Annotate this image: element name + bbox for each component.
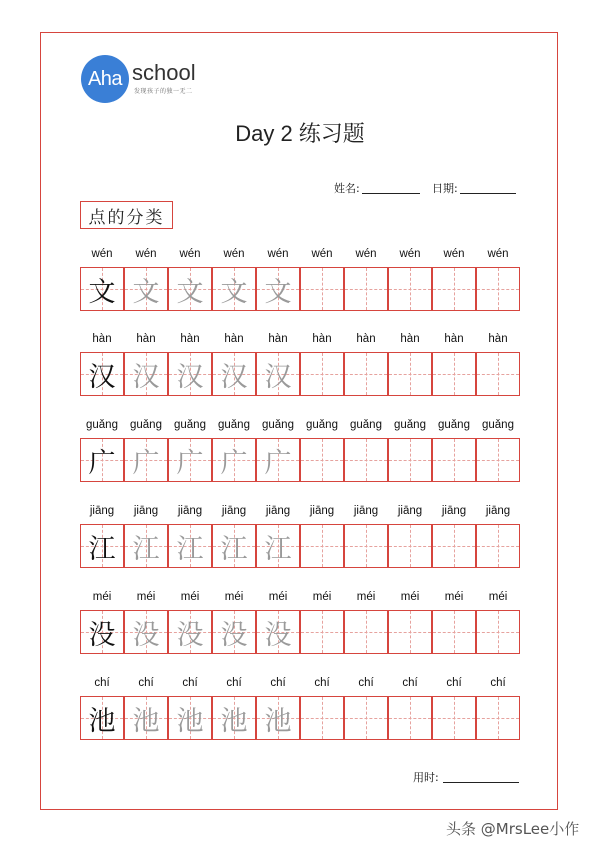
guide-line-vertical: [498, 268, 499, 310]
blank-writing-cell: [476, 438, 520, 482]
pinyin-label: guǎng: [350, 419, 382, 431]
pinyin-label: guǎng: [306, 419, 338, 431]
pinyin-label: guǎng: [438, 419, 470, 431]
guide-line-vertical: [322, 697, 323, 739]
blank-writing-cell: [476, 524, 520, 568]
pinyin-label: jiāng: [353, 505, 379, 517]
blank-writing-cell: [388, 352, 432, 396]
pinyin-label: jiāng: [133, 505, 159, 517]
character-cell: [124, 524, 168, 568]
blank-writing-cell: [344, 524, 388, 568]
name-blank-line: [362, 193, 420, 194]
pinyin-label: wén: [487, 248, 509, 260]
pinyin-label: chí: [138, 677, 154, 689]
pinyin-label: jiāng: [221, 505, 247, 517]
pinyin-label: hàn: [224, 333, 244, 345]
blank-writing-cell: [300, 610, 344, 654]
character-cell: [124, 438, 168, 482]
pinyin-label: jiāng: [89, 505, 115, 517]
pinyin-label: wén: [91, 248, 113, 260]
pinyin-label: hàn: [92, 333, 112, 345]
pinyin-label: jiāng: [441, 505, 467, 517]
character-cell: [212, 524, 256, 568]
date-field: [432, 180, 516, 196]
model-character: 没: [88, 619, 116, 651]
trace-character: 江: [220, 533, 248, 565]
blank-writing-cell: [388, 267, 432, 311]
pinyin-label: jiāng: [177, 505, 203, 517]
blank-writing-cell: [432, 352, 476, 396]
character-cell: [212, 352, 256, 396]
trace-character: 汉: [132, 361, 160, 393]
pinyin-label: méi: [488, 591, 508, 603]
character-cell: [80, 352, 124, 396]
pinyin-label: guǎng: [394, 419, 426, 431]
trace-character: 池: [220, 705, 248, 737]
pinyin-label: jiāng: [309, 505, 335, 517]
character-cell: [256, 352, 300, 396]
character-cell: [256, 267, 300, 311]
guide-line-vertical: [410, 611, 411, 653]
blank-writing-cell: [388, 696, 432, 740]
guide-line-vertical: [366, 353, 367, 395]
pinyin-label: hàn: [312, 333, 332, 345]
trace-character: 文: [220, 276, 248, 308]
character-cell: [212, 267, 256, 311]
blank-writing-cell: [300, 438, 344, 482]
guide-line-vertical: [322, 439, 323, 481]
blank-writing-cell: [300, 696, 344, 740]
pinyin-label: guǎng: [218, 419, 250, 431]
model-character: 文: [88, 276, 116, 308]
name-field: [334, 180, 420, 196]
pinyin-label: méi: [312, 591, 332, 603]
trace-character: 没: [132, 619, 160, 651]
trace-character: 汉: [220, 361, 248, 393]
aha-logo-badge: [81, 55, 129, 103]
trace-character: 文: [176, 276, 204, 308]
pinyin-label: chí: [358, 677, 374, 689]
pinyin-label: guǎng: [482, 419, 514, 431]
pinyin-label: jiāng: [265, 505, 291, 517]
pinyin-label: hàn: [444, 333, 464, 345]
blank-writing-cell: [432, 524, 476, 568]
character-cell: [168, 524, 212, 568]
blank-writing-cell: [432, 438, 476, 482]
pinyin-label: méi: [180, 591, 200, 603]
pinyin-label: chí: [94, 677, 110, 689]
trace-character: 没: [264, 619, 292, 651]
pinyin-label: chí: [270, 677, 286, 689]
character-cell: [124, 696, 168, 740]
blank-writing-cell: [344, 267, 388, 311]
pinyin-label: guǎng: [86, 419, 118, 431]
pinyin-label: jiāng: [485, 505, 511, 517]
guide-line-vertical: [454, 353, 455, 395]
pinyin-label: méi: [444, 591, 464, 603]
guide-line-vertical: [366, 525, 367, 567]
pinyin-label: hàn: [488, 333, 508, 345]
pinyin-label: méi: [400, 591, 420, 603]
guide-line-vertical: [410, 697, 411, 739]
trace-character: 江: [176, 533, 204, 565]
guide-line-vertical: [322, 611, 323, 653]
guide-line-vertical: [498, 353, 499, 395]
guide-line-vertical: [454, 268, 455, 310]
trace-character: 没: [176, 619, 204, 651]
pinyin-label: wén: [223, 248, 245, 260]
pinyin-label: wén: [179, 248, 201, 260]
pinyin-label: hàn: [400, 333, 420, 345]
character-cell: [124, 267, 168, 311]
pinyin-label: wén: [443, 248, 465, 260]
pinyin-label: wén: [399, 248, 421, 260]
blank-writing-cell: [432, 696, 476, 740]
page-title: Day 2 练习题: [235, 121, 365, 146]
guide-line-vertical: [454, 697, 455, 739]
pinyin-label: guǎng: [174, 419, 206, 431]
pinyin-label: guǎng: [130, 419, 162, 431]
model-character: 汉: [88, 361, 116, 393]
blank-writing-cell: [300, 267, 344, 311]
guide-line-vertical: [410, 439, 411, 481]
trace-character: 广: [220, 447, 248, 479]
blank-writing-cell: [476, 267, 520, 311]
blank-writing-cell: [344, 352, 388, 396]
blank-writing-cell: [300, 524, 344, 568]
blank-writing-cell: [300, 352, 344, 396]
pinyin-label: wén: [267, 248, 289, 260]
character-cell: [124, 352, 168, 396]
pinyin-label: méi: [356, 591, 376, 603]
guide-line-vertical: [366, 268, 367, 310]
guide-line-vertical: [498, 611, 499, 653]
guide-line-vertical: [366, 611, 367, 653]
pinyin-label: wén: [355, 248, 377, 260]
blank-writing-cell: [476, 696, 520, 740]
character-cell: [168, 267, 212, 311]
logo-badge-text: Aha: [87, 67, 123, 90]
blank-writing-cell: [388, 610, 432, 654]
blank-writing-cell: [388, 524, 432, 568]
trace-character: 池: [176, 705, 204, 737]
date-blank-line: [460, 193, 516, 194]
character-cell: [80, 438, 124, 482]
blank-writing-cell: [344, 610, 388, 654]
character-cell: [256, 438, 300, 482]
trace-character: 池: [132, 705, 160, 737]
section-heading: 点的分类: [80, 201, 173, 229]
trace-character: 池: [264, 705, 292, 737]
blank-writing-cell: [476, 352, 520, 396]
guide-line-vertical: [454, 439, 455, 481]
pinyin-label: guǎng: [262, 419, 294, 431]
date-label: 日期:: [432, 182, 458, 195]
name-label: 姓名:: [334, 182, 360, 195]
model-character: 广: [88, 447, 116, 479]
logo-wordmark: school: [132, 60, 196, 85]
character-cell: [168, 438, 212, 482]
trace-character: 没: [220, 619, 248, 651]
guide-line-vertical: [322, 353, 323, 395]
blank-writing-cell: [344, 696, 388, 740]
logo-tagline: 发现孩子的独一无二: [134, 88, 193, 95]
pinyin-label: méi: [136, 591, 156, 603]
guide-line-vertical: [498, 697, 499, 739]
character-cell: [256, 524, 300, 568]
trace-character: 江: [132, 533, 160, 565]
guide-line-vertical: [410, 353, 411, 395]
character-cell: [80, 524, 124, 568]
character-cell: [168, 696, 212, 740]
model-character: 江: [88, 533, 116, 565]
pinyin-label: wén: [311, 248, 333, 260]
model-character: 池: [88, 705, 116, 737]
watermark: 头条 @MrsLee小作: [446, 820, 580, 838]
pinyin-label: hàn: [268, 333, 288, 345]
pinyin-label: jiāng: [397, 505, 423, 517]
guide-line-vertical: [410, 268, 411, 310]
trace-character: 汉: [176, 361, 204, 393]
guide-line-vertical: [366, 697, 367, 739]
guide-line-vertical: [410, 525, 411, 567]
trace-character: 广: [264, 447, 292, 479]
time-blank-line: [443, 782, 519, 783]
character-cell: [168, 352, 212, 396]
pinyin-label: hàn: [136, 333, 156, 345]
blank-writing-cell: [344, 438, 388, 482]
pinyin-label: hàn: [356, 333, 376, 345]
blank-writing-cell: [388, 438, 432, 482]
character-cell: [124, 610, 168, 654]
pinyin-label: chí: [402, 677, 418, 689]
guide-line-vertical: [498, 439, 499, 481]
guide-line-vertical: [322, 525, 323, 567]
blank-writing-cell: [432, 610, 476, 654]
trace-character: 汉: [264, 361, 292, 393]
trace-character: 文: [132, 276, 160, 308]
character-cell: [80, 267, 124, 311]
blank-writing-cell: [432, 267, 476, 311]
character-cell: [212, 438, 256, 482]
character-cell: [80, 610, 124, 654]
character-cell: [168, 610, 212, 654]
trace-character: 广: [176, 447, 204, 479]
blank-writing-cell: [476, 610, 520, 654]
guide-line-vertical: [498, 525, 499, 567]
trace-character: 文: [264, 276, 292, 308]
trace-character: 江: [264, 533, 292, 565]
pinyin-label: wén: [135, 248, 157, 260]
guide-line-vertical: [322, 268, 323, 310]
pinyin-label: chí: [314, 677, 330, 689]
time-label: 用时:: [413, 771, 439, 784]
character-cell: [256, 696, 300, 740]
pinyin-label: chí: [182, 677, 198, 689]
guide-line-vertical: [454, 611, 455, 653]
character-cell: [256, 610, 300, 654]
pinyin-label: chí: [490, 677, 506, 689]
pinyin-label: chí: [226, 677, 242, 689]
guide-line-vertical: [454, 525, 455, 567]
guide-line-vertical: [366, 439, 367, 481]
pinyin-label: chí: [446, 677, 462, 689]
trace-character: 广: [132, 447, 160, 479]
pinyin-label: hàn: [180, 333, 200, 345]
character-cell: [80, 696, 124, 740]
character-cell: [212, 610, 256, 654]
character-cell: [212, 696, 256, 740]
time-field: [413, 769, 519, 785]
pinyin-label: méi: [224, 591, 244, 603]
pinyin-label: méi: [92, 591, 112, 603]
pinyin-label: méi: [268, 591, 288, 603]
